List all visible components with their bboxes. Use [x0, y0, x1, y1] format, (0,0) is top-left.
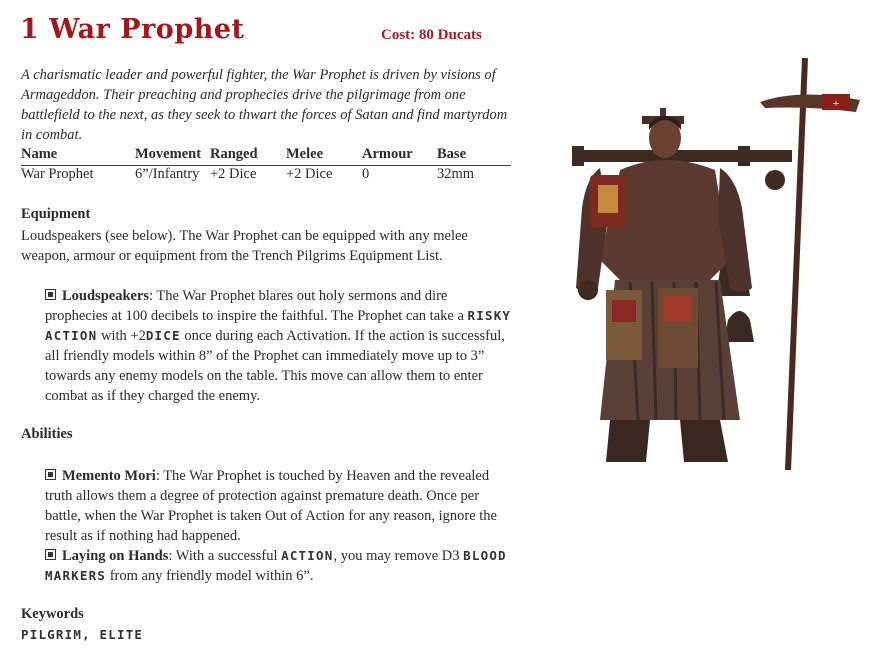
keywords-heading: Keywords: [21, 606, 84, 622]
header-base: Base: [437, 146, 466, 162]
loudspeakers-text: : The War Prophet blares out holy sermons and dire prophecies at 100 decibels to inspire the faithful. The Prophet can take a: [45, 288, 468, 324]
cell-ranged: +2 Dice: [210, 166, 257, 182]
loudspeakers-name: Loudspeakers: [62, 288, 150, 304]
war-prophet-figure-image: [560, 50, 890, 470]
keyword-blood-markers: BLOOD MARKERS: [45, 548, 507, 583]
checkbox-bullet-icon: [45, 549, 56, 560]
abilities-heading: Abilities: [21, 426, 73, 442]
header-melee: Melee: [286, 146, 324, 162]
memento-mori-name: Memento Mori: [62, 468, 156, 484]
cell-base: 32mm: [437, 166, 475, 182]
keywords-value: PILGRIM, ELITE: [21, 627, 144, 642]
laying-text-3: from any friendly model within 6”.: [106, 568, 314, 584]
stats-header-row: [21, 146, 511, 166]
checkbox-bullet-icon: [45, 289, 56, 300]
keyword-risky-action: RISKY ACTION: [45, 308, 512, 343]
header-movement: Movement: [135, 146, 202, 162]
cell-armour: 0: [362, 166, 370, 182]
svg-text:+: +: [832, 96, 840, 110]
cell-movement: 6”/Infantry: [135, 166, 200, 182]
laying-text-2: , you may remove D3: [333, 548, 464, 564]
equipment-text: Loudspeakers (see below). The War Prophet can be equipped with any melee weapon, armour or equipment from the Trench Pilgrims Equipment List.: [21, 228, 468, 264]
laying-on-hands-name: Laying on Hands: [62, 548, 169, 564]
laying-on-hands-rule: [45, 546, 512, 586]
memento-mori-text: : The War Prophet is touched by Heaven and the revealed truth allows them a degree of protection against premature death. Once per battle, when the War Prophet is taken Out of Action for any reason, ignore the result as if nothing had happened.: [45, 468, 497, 544]
cell-melee: +2 Dice: [286, 166, 333, 182]
table-row: [21, 166, 511, 186]
memento-mori-rule: [45, 466, 512, 546]
checkbox-bullet-icon: [45, 469, 56, 480]
loudspeakers-rule: [45, 286, 512, 406]
loudspeakers-text-3: once during each Activation. If the action is successful, all friendly models within 8” of the Prophet can immediately move up to 3” towards any enemy models on the table. This move can allow them to enter combat as if they charged the enemy.: [45, 328, 505, 404]
laying-text: : With a successful: [168, 548, 282, 564]
keyword-dice: DICE: [145, 328, 181, 343]
equipment-heading: Equipment: [21, 206, 91, 222]
intro-text: A charismatic leader and powerful fighter, the War Prophet is driven by visions of Armageddon. Their preaching and prophecies drive the pilgrimage from one battlefield to the next, as they seek to thwart the forces of Satan and find martyrdom in combat.: [21, 67, 508, 143]
cost-label: Cost: 80 Ducats: [381, 27, 482, 43]
page-title: 1 War Prophet: [20, 14, 245, 45]
header-ranged: Ranged: [210, 146, 258, 162]
keyword-action: ACTION: [281, 548, 334, 563]
stats-table: [21, 146, 511, 186]
loudspeakers-text-2: with +2: [97, 328, 146, 344]
header-name: Name: [21, 146, 58, 162]
cell-name: War Prophet: [21, 166, 94, 182]
header-armour: Armour: [362, 146, 413, 162]
